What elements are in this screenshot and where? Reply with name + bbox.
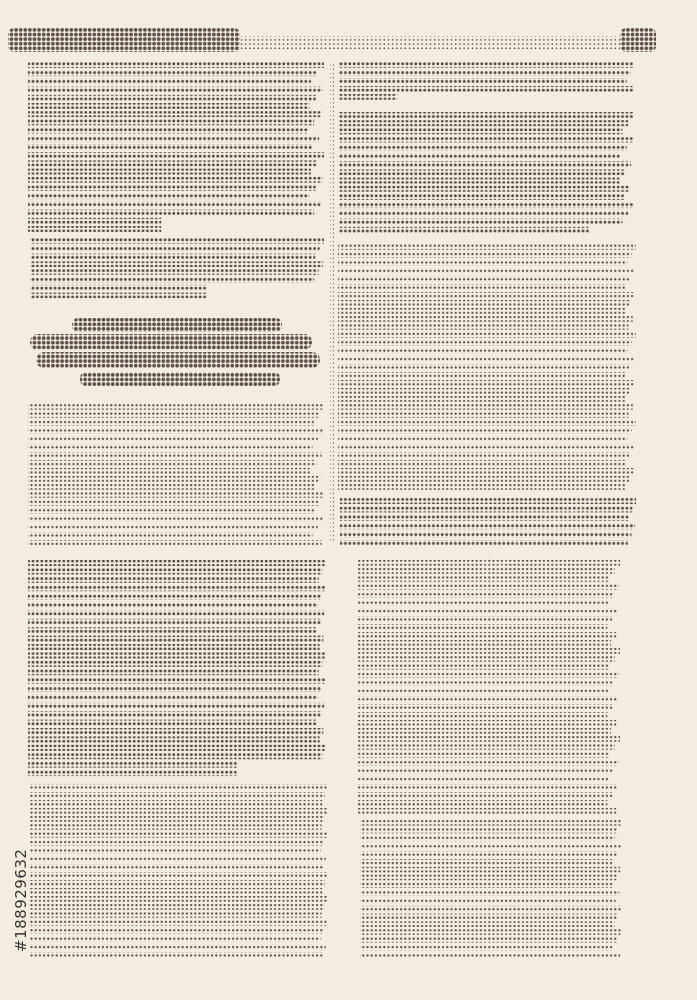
left-col-article-5-line — [30, 784, 328, 790]
right-col-article-4-line — [358, 696, 617, 702]
right-col-article-2-line — [338, 420, 636, 426]
right-col-article-2-line — [338, 260, 627, 266]
right-col-article-4-line — [358, 736, 620, 742]
left-col-article-5-line — [30, 864, 323, 870]
right-col-article-4-line — [358, 768, 614, 774]
left-col-article-3-line — [28, 524, 318, 530]
right-col-article-2-line — [338, 484, 625, 490]
right-col-article-2-line — [338, 364, 631, 370]
left-col-article-1-line — [28, 193, 309, 199]
right-col-article-2-line — [338, 404, 633, 410]
right-col-article-4-line — [358, 592, 614, 598]
right-col-article-2-line — [338, 340, 632, 346]
left-col-article-2-line — [30, 254, 315, 260]
right-col-article-3-line — [340, 506, 632, 512]
left-col-article-2 — [30, 238, 324, 298]
left-col-article-4-line — [28, 602, 318, 608]
left-col-article-1-line — [28, 185, 316, 191]
right-col-article-4-line — [358, 584, 619, 590]
left-col-article-3-line — [28, 460, 316, 466]
left-col-article-2-line — [30, 293, 206, 299]
left-col-article-5-line — [30, 856, 326, 862]
right-col-article-5-line — [360, 851, 617, 857]
left-col-article-2-line — [30, 277, 314, 283]
left-col-article-4-line — [28, 644, 320, 650]
left-col-article-5-line — [30, 920, 327, 926]
right-col-article-1-line — [338, 137, 633, 143]
left-col-article-1-line — [28, 62, 324, 68]
right-col-header-line — [338, 86, 633, 92]
left-col-article-4-line — [28, 694, 318, 700]
right-col-article-5-line — [360, 859, 614, 865]
right-col-article-1-line — [338, 145, 627, 151]
right-col-article-2-line — [338, 468, 634, 474]
left-col-article-4-line — [28, 610, 324, 616]
left-col-article-5-line — [30, 880, 325, 886]
right-col-article-4 — [358, 560, 620, 814]
left-col-article-4-line — [28, 585, 325, 591]
right-col-article-3-line — [340, 532, 631, 538]
right-col-article-4-line — [358, 576, 610, 582]
left-col-article-4-line — [28, 745, 326, 751]
left-col-article-1-line — [28, 136, 319, 142]
left-col-article-5-line — [30, 840, 324, 846]
left-col-article-1-line — [28, 177, 322, 183]
left-col-article-1-line — [28, 119, 314, 125]
right-col-article-1-line — [338, 161, 631, 167]
right-col-article-5-line — [360, 890, 619, 896]
right-col-article-4-line — [358, 792, 612, 798]
left-col-article-3-line — [28, 468, 311, 474]
left-col-article-5-line — [30, 792, 325, 798]
right-col-article-4-line — [358, 632, 616, 638]
left-col-article-1-line — [28, 226, 161, 232]
right-col-article-4-line — [358, 600, 609, 606]
right-col-article-2-line — [338, 388, 629, 394]
right-col-article-4-line — [358, 808, 616, 814]
left-col-article-5-line — [30, 928, 324, 934]
left-col-article-4-line — [28, 577, 319, 583]
right-col-article-4-line — [358, 752, 610, 758]
masthead-bar-mid — [238, 36, 623, 50]
left-col-article-5-line — [30, 912, 321, 918]
right-col-article-5-line — [360, 867, 620, 873]
left-col-article-1-line — [28, 95, 316, 101]
right-col-article-4-line — [358, 672, 619, 678]
right-col-article-1 — [338, 112, 634, 233]
left-col-article-3-line — [28, 404, 324, 410]
left-headline-line-3 — [36, 352, 320, 368]
right-col-article-2-line — [338, 436, 627, 442]
right-col-article-1-line — [338, 210, 628, 216]
left-col-article-3-line — [28, 444, 313, 450]
right-col-article-4-line — [358, 760, 619, 766]
masthead-bar-left — [8, 28, 240, 52]
right-col-article-1-line — [338, 202, 634, 208]
left-headline-line-4 — [80, 372, 280, 386]
right-col-article-4-line — [358, 568, 615, 574]
left-col-article-4-line — [28, 652, 326, 658]
left-col-article-4-line — [28, 594, 321, 600]
left-col-article-5-line — [30, 888, 322, 894]
right-col-article-3-line — [340, 498, 636, 504]
left-col-article-4-line — [28, 560, 326, 566]
left-headline-line-1 — [72, 318, 282, 332]
left-col-article-3-line — [28, 436, 318, 442]
left-col-article-2-line — [30, 246, 320, 252]
right-col-article-1-line — [338, 194, 624, 200]
right-col-article-2-line — [338, 284, 626, 290]
left-col-article-3-line — [28, 500, 319, 506]
left-col-article-2-line — [30, 238, 324, 244]
left-col-article-3-line — [28, 428, 323, 434]
right-col-article-5-line — [360, 914, 618, 920]
left-col-article-4-line — [28, 568, 322, 574]
right-col-article-5-line — [360, 843, 621, 849]
left-col-article-5 — [30, 784, 328, 958]
left-col-article-5-line — [30, 952, 323, 958]
right-col-article-1-line — [338, 169, 625, 175]
right-col-header — [338, 62, 634, 100]
right-col-article-2-line — [338, 380, 634, 386]
left-col-article-5-line — [30, 800, 322, 806]
right-col-article-1-line — [338, 120, 628, 126]
left-headline-line-2 — [30, 334, 312, 350]
left-col-article-1 — [28, 62, 324, 232]
right-col-article-2-line — [338, 292, 634, 298]
right-col-article-4-line — [358, 560, 620, 566]
left-col-article-4-line — [28, 762, 237, 768]
right-col-article-1-line — [338, 186, 630, 192]
left-col-article-3-line — [28, 452, 321, 458]
left-col-article-1-line — [28, 128, 308, 134]
right-col-article-2-line — [338, 460, 626, 466]
left-col-article-1-line — [28, 111, 321, 117]
right-col-article-2-line — [338, 308, 625, 314]
right-col-article-2-line — [338, 244, 636, 250]
right-col-article-5-line — [360, 945, 614, 951]
left-col-article-4-line — [28, 669, 319, 675]
left-col-article-1-line — [28, 218, 161, 224]
right-col-article-5-line — [360, 906, 622, 912]
left-col-article-1-line — [28, 70, 317, 76]
left-col-article-3-line — [28, 516, 323, 522]
right-col-article-3-line — [340, 515, 629, 521]
left-col-article-4-line — [28, 703, 324, 709]
right-col-article-3 — [340, 498, 636, 546]
right-col-article-1-line — [338, 128, 622, 134]
right-col-article-4-line — [358, 664, 610, 670]
right-col-article-4-line — [358, 704, 612, 710]
right-col-article-4-line — [358, 616, 612, 622]
left-col-article-1-line — [28, 78, 311, 84]
right-col-article-4-line — [358, 784, 617, 790]
right-col-article-2-line — [338, 276, 631, 282]
left-col-article-4-line — [28, 720, 317, 726]
left-col-article-2-line — [30, 269, 319, 275]
right-col-article-4-line — [358, 680, 614, 686]
right-col-article-2-line — [338, 372, 626, 378]
left-col-article-2-line — [30, 261, 323, 267]
right-col-article-4-line — [358, 712, 607, 718]
left-col-article-3-line — [28, 420, 314, 426]
right-col-article-5-line — [360, 836, 615, 842]
right-col-header-line — [338, 94, 397, 100]
right-col-article-1-line — [338, 227, 590, 233]
right-col-article-2-line — [338, 268, 635, 274]
right-col-article-1-line — [338, 153, 621, 159]
right-col-article-1-line — [338, 112, 634, 118]
left-col-article-5-line — [30, 808, 327, 814]
left-col-article-4-line — [28, 711, 321, 717]
left-col-article-3-line — [28, 508, 314, 514]
right-col-article-3-line — [340, 540, 628, 546]
left-col-article-4-line — [28, 770, 237, 776]
right-col-article-2 — [338, 244, 636, 490]
left-col-article-1-line — [28, 160, 317, 166]
right-col-article-2-line — [338, 316, 633, 322]
left-col-article-4 — [28, 560, 326, 776]
right-col-article-2-line — [338, 396, 625, 402]
left-col-article-4-line — [28, 627, 317, 633]
right-col-article-5 — [360, 820, 622, 958]
right-col-article-5-line — [360, 882, 613, 888]
right-col-article-5-line — [360, 921, 615, 927]
left-col-article-4-line — [28, 678, 325, 684]
left-col-article-3-line — [28, 476, 320, 482]
left-col-article-4-line — [28, 636, 323, 642]
left-col-article-5-line — [30, 872, 328, 878]
right-col-article-4-line — [358, 688, 609, 694]
right-col-article-5-line — [360, 937, 617, 943]
right-col-article-2-line — [338, 252, 632, 258]
right-col-article-4-line — [358, 728, 611, 734]
left-col-article-5-line — [30, 832, 327, 838]
right-col-article-2-line — [338, 356, 635, 362]
right-col-article-5-line — [360, 875, 617, 881]
right-col-article-2-line — [338, 412, 628, 418]
left-col-article-5-line — [30, 944, 326, 950]
left-col-article-4-line — [28, 619, 321, 625]
left-col-article-4-line — [28, 686, 321, 692]
left-col-article-3-line — [28, 532, 313, 538]
right-col-article-5-line — [360, 820, 622, 826]
left-col-article-1-line — [28, 103, 309, 109]
left-col-article-1-line — [28, 144, 313, 150]
right-col-article-4-line — [358, 608, 617, 614]
right-col-article-4-line — [358, 744, 615, 750]
left-col-article-1-line — [28, 210, 314, 216]
left-col-article-3-line — [28, 540, 321, 546]
left-col-article-5-line — [30, 896, 327, 902]
right-col-header-line — [338, 78, 627, 84]
right-col-article-4-line — [358, 624, 607, 630]
left-col-article-5-line — [30, 824, 321, 830]
left-col-article-1-line — [28, 201, 321, 207]
stock-id-label: #188929632 — [12, 848, 30, 952]
right-col-article-5-line — [360, 828, 618, 834]
left-col-article-4-line — [28, 661, 322, 667]
left-col-article-3-line — [28, 412, 319, 418]
left-col-article-2-line — [30, 285, 206, 291]
left-col-article-5-line — [30, 936, 321, 942]
column-divider — [330, 62, 334, 542]
right-col-article-2-line — [338, 452, 631, 458]
right-col-article-3-line — [340, 523, 635, 529]
right-col-header-line — [338, 62, 634, 68]
right-col-article-2-line — [338, 324, 628, 330]
masthead-bar-right — [620, 28, 656, 52]
right-col-article-2-line — [338, 332, 636, 338]
left-col-article-4-line — [28, 728, 323, 734]
right-col-article-4-line — [358, 640, 611, 646]
left-col-article-5-line — [30, 904, 324, 910]
left-col-article-5-line — [30, 848, 321, 854]
right-col-article-2-line — [338, 300, 629, 306]
left-col-article-3-line — [28, 484, 315, 490]
right-col-article-5-line — [360, 953, 620, 959]
right-col-article-1-line — [338, 219, 622, 225]
left-col-article-3 — [28, 404, 324, 546]
left-col-article-1-line — [28, 152, 324, 158]
left-col-article-1-line — [28, 169, 311, 175]
left-col-article-5-line — [30, 816, 324, 822]
left-col-article-4-line — [28, 736, 320, 742]
right-col-article-4-line — [358, 720, 616, 726]
right-col-article-2-line — [338, 476, 629, 482]
right-col-article-1-line — [338, 178, 619, 184]
right-col-article-4-line — [358, 800, 607, 806]
left-col-article-1-line — [28, 87, 322, 93]
right-col-article-5-line — [360, 929, 621, 935]
right-col-article-2-line — [338, 444, 635, 450]
right-col-article-4-line — [358, 776, 609, 782]
right-col-article-2-line — [338, 428, 632, 434]
right-col-article-5-line — [360, 898, 616, 904]
right-col-article-2-line — [338, 348, 627, 354]
left-col-article-3-line — [28, 492, 324, 498]
right-col-header-line — [338, 70, 630, 76]
left-col-article-4-line — [28, 753, 322, 759]
right-col-article-4-line — [358, 656, 615, 662]
right-col-article-4-line — [358, 648, 620, 654]
